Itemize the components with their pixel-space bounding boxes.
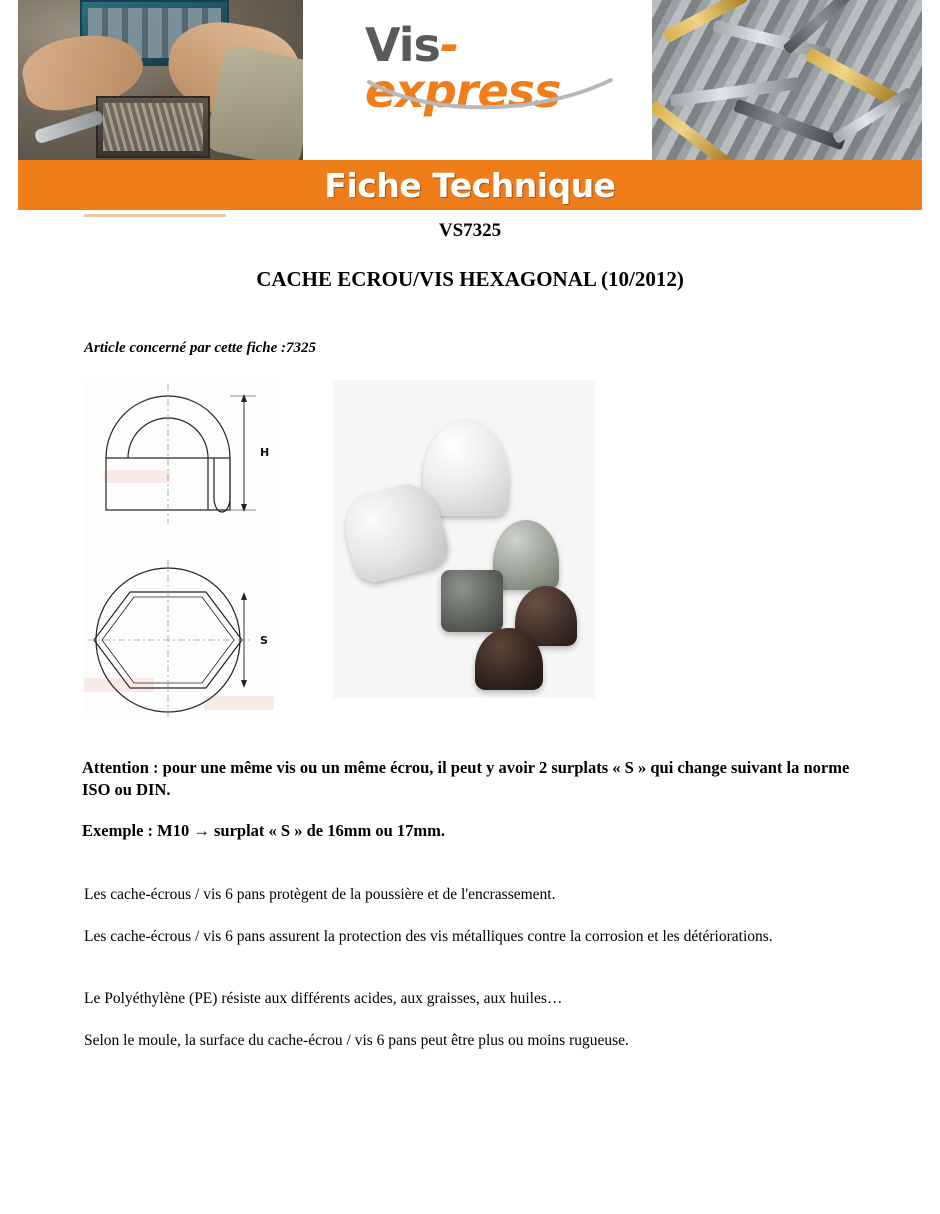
header-banner <box>18 0 922 160</box>
document-reference: VS7325 <box>438 220 502 241</box>
body-paragraph-2: Les cache-écrous / vis 6 pans assurent la protection des vis métalliques contre la corrosion et les détériorations. <box>84 928 773 945</box>
decorative-underline <box>84 214 226 217</box>
brand-logo <box>303 0 652 160</box>
page-title: CACHE ECROU/VIS HEXAGONAL (10/2012) <box>256 267 684 291</box>
fiche-technique-label: Fiche Technique <box>324 165 616 205</box>
attention-note: Attention : pour une même vis ou un même écrou, il peut y avoir 2 surplats « S » qui change suivant la norme ISO ou DIN. <box>82 758 850 800</box>
logo-accent-text: -express <box>365 18 561 118</box>
hex-nut-caps-photo <box>333 380 595 698</box>
workbench-hands-photo <box>18 0 303 160</box>
example-note: Exemple : M10 → surplat « S » de 16mm ou 17mm. <box>82 821 445 840</box>
screws-pile-photo <box>652 0 922 160</box>
dimension-label-s: S <box>260 634 268 647</box>
technical-drawing <box>84 378 280 718</box>
logo-main-text: Vis <box>365 18 440 72</box>
logo-swoosh-icon <box>367 76 617 110</box>
body-paragraph-1: Les cache-écrous / vis 6 pans protègent de la poussière et de l'encrassement. <box>84 886 556 903</box>
body-paragraph-4: Selon le moule, la surface du cache-écrou / vis 6 pans peut être plus ou moins rugueuse. <box>84 1032 629 1049</box>
fiche-technique-bar <box>18 160 922 210</box>
body-paragraph-3: Le Polyéthylène (PE) résiste aux différents acides, aux graisses, aux huiles… <box>84 990 563 1007</box>
article-reference-line: Article concerné par cette fiche :7325 <box>84 340 317 356</box>
dimension-label-h: H <box>260 446 270 459</box>
